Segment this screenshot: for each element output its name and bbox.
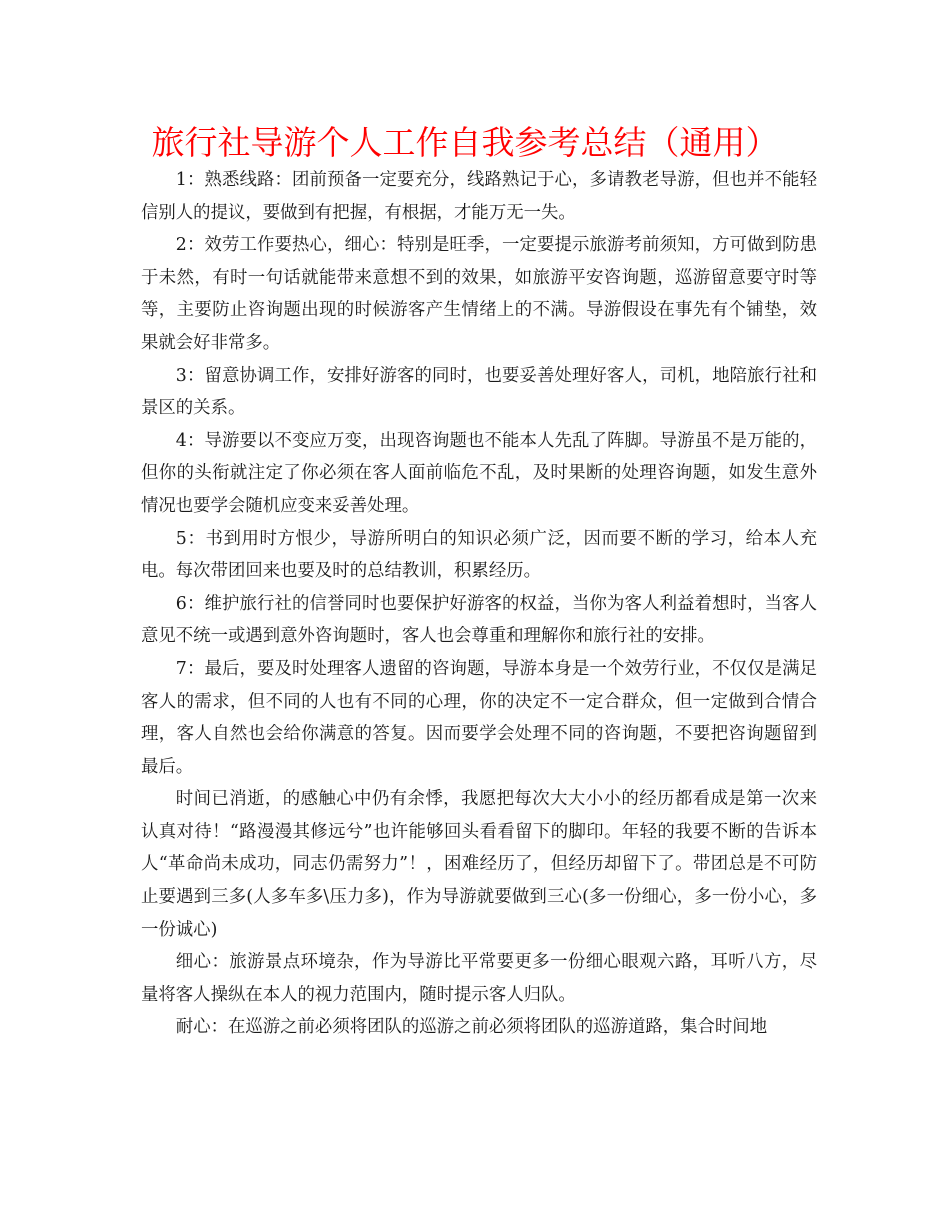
paragraph-7: 7：最后，要及时处理客人遗留的咨询题，导游本身是一个效劳行业，不仅仅是满足客人的需求，但不同的人也有不同的心理，你的决定不一定合群众，但一定做到合情合理，客人自然也会给你满意的答复。因而要学会处理不同的咨询题，不要把咨询题留到最后。: [141, 658, 817, 777]
paragraph-8: 时间已消逝，的感触心中仍有余悸，我愿把每次大大小小的经历都看成是第一次来认真对待！“路漫漫其修远兮”也许能够回头看看留下的脚印。年轻的我要不断的告诉本人“革命尚未成功，同志仍需努力”！，困难经历了，但经历却留下了。带团总是不可防止要遇到三多(人多车多\压力多)，作为导游就要做到三心(多一份细心，多一份小心，多一份诚心): [141, 789, 817, 940]
document-title: 旅行社导游个人工作自我参考总结（通用）: [151, 123, 779, 162]
paragraph-10: 耐心：在巡游之前必须将团队的巡游之前必须将团队的巡游道路，集合时间地: [175, 1017, 768, 1038]
paragraph-1: 1：熟悉线路：团前预备一定要充分，线路熟记于心，多请教老导游，但也并不能轻信别人的提议，要做到有把握，有根据，才能万无一失。: [141, 170, 817, 223]
paragraph-6: 6：维护旅行社的信誉同时也要保护好游客的权益，当你为客人利益着想时，当客人意见不统一或遇到意外咨询题时，客人也会尊重和理解你和旅行社的安排。: [141, 593, 817, 647]
paragraph-3: 3：留意协调工作，安排好游客的同时，也要妥善处理好客人，司机，地陪旅行社和景区的关系。: [141, 365, 817, 419]
paragraph-4: 4：导游要以不变应万变，出现咨询题也不能本人先乱了阵脚。导游虽不是万能的，但你的头衔就注定了你必须在客人面前临危不乱，及时果断的处理咨询题，如发生意外情况也要学会随机应变来妥善处理。: [141, 430, 817, 516]
paragraph-2: 2：效劳工作要热心，细心：特别是旺季，一定要提示旅游考前须知，方可做到防患于未然，有时一句话就能带来意想不到的效果，如旅游平安咨询题，巡游留意要守时等等，主要防止咨询题出现的时候游客产生情绪上的不满。导游假设在事先有个铺垫，效果就会好非常多。: [141, 235, 817, 353]
paragraph-9: 细心：旅游景点环境杂，作为导游比平常要更多一份细心眼观六路，耳听八方，尽量将客人操纵在本人的视力范围内，随时提示客人归队。: [141, 952, 817, 1005]
paragraph-5: 5：书到用时方恨少，导游所明白的知识必须广泛，因而要不断的学习，给本人充电。每次带团回来也要及时的总结教训，积累经历。: [141, 528, 817, 582]
document-body: [141, 164, 817, 1044]
